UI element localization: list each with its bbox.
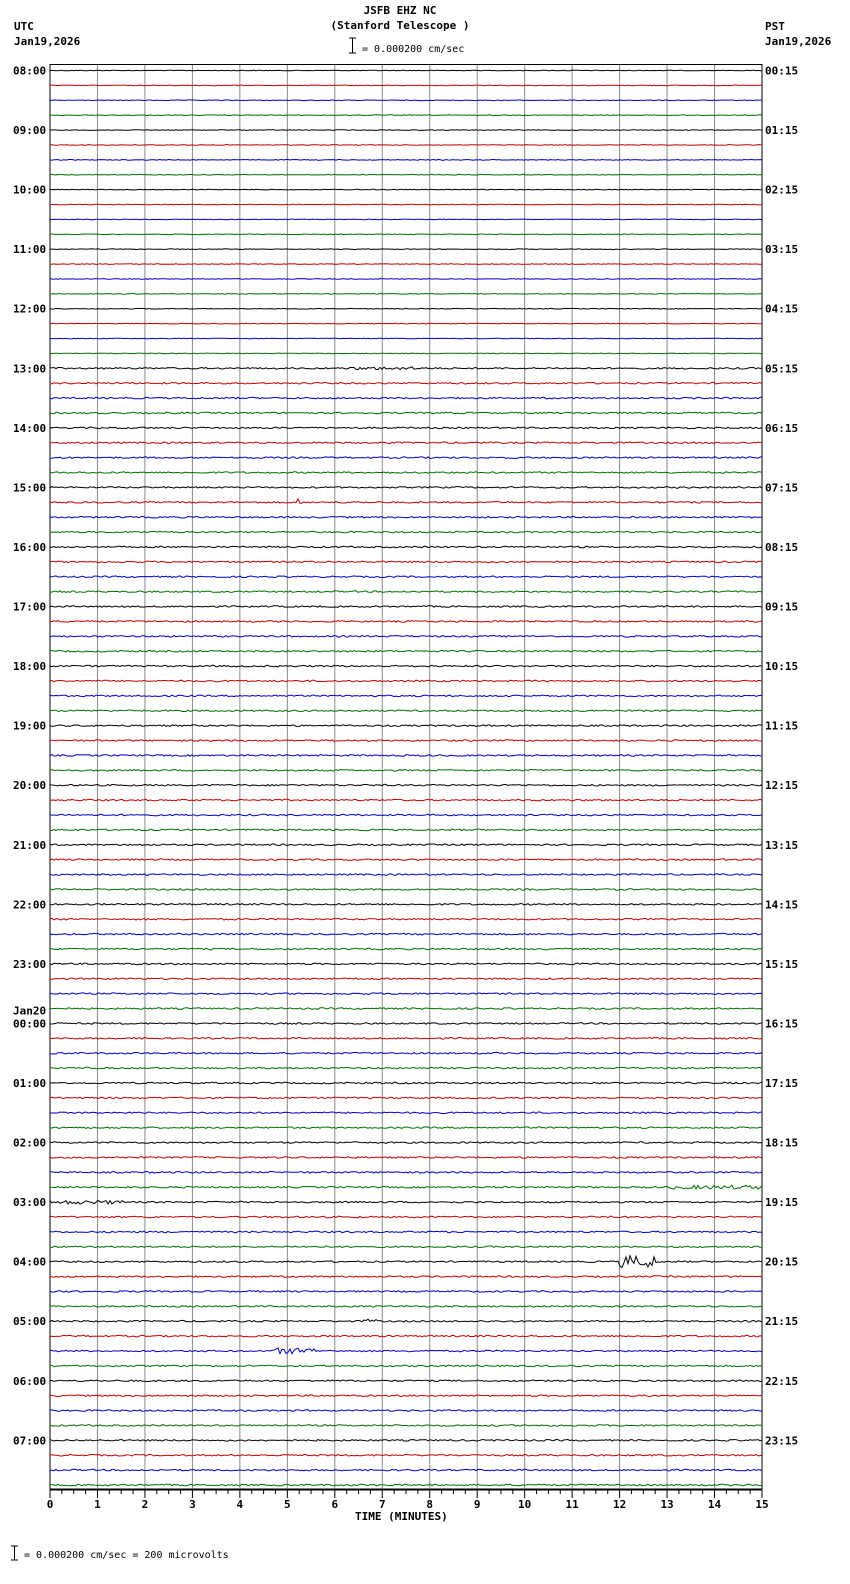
utc-hour-label: 11:00 <box>13 243 47 257</box>
x-tick-label: 1 <box>94 1498 101 1511</box>
pst-hour-label: 20:15 <box>765 1255 799 1269</box>
seismic-trace <box>50 904 762 906</box>
seismic-trace <box>50 1200 762 1204</box>
seismic-trace <box>50 591 762 593</box>
utc-date: Jan19,2026 <box>14 35 81 48</box>
seismic-trace <box>50 367 762 370</box>
utc-hour-label: 07:00 <box>13 1434 47 1448</box>
seismic-trace <box>50 725 762 727</box>
pst-hour-label: 05:15 <box>765 362 799 376</box>
pst-hour-label: 21:15 <box>765 1315 799 1329</box>
pst-hour-label: 00:15 <box>765 64 799 78</box>
pst-hour-label: 23:15 <box>765 1434 799 1448</box>
seismic-trace <box>50 427 762 429</box>
seismic-trace <box>50 650 762 652</box>
seismic-trace <box>50 338 762 339</box>
x-tick-label: 14 <box>707 1498 722 1511</box>
utc-hour-label: 04:00 <box>13 1255 47 1269</box>
seismic-trace <box>50 130 762 131</box>
seismic-trace <box>50 1172 762 1174</box>
utc-hour-label: 08:00 <box>13 64 47 78</box>
utc-hour-label: 13:00 <box>13 362 47 376</box>
seismic-trace <box>50 740 762 742</box>
seismic-trace <box>50 963 762 965</box>
pst-hour-label: 19:15 <box>765 1196 799 1210</box>
seismic-trace <box>50 1246 762 1248</box>
seismic-trace <box>50 636 762 638</box>
seismic-trace <box>50 1291 762 1293</box>
seismic-trace <box>50 353 762 354</box>
seismic-trace <box>50 993 762 995</box>
seismic-trace <box>50 576 762 578</box>
seismic-trace <box>50 323 762 324</box>
seismic-trace <box>50 1097 762 1099</box>
seismic-trace <box>50 85 762 86</box>
footer-scale-note: = 0.000200 cm/sec = 200 microvolts <box>24 1550 229 1561</box>
seismic-trace <box>50 1082 762 1084</box>
seismic-trace <box>50 829 762 831</box>
seismic-trace <box>50 308 762 309</box>
seismic-trace <box>50 695 762 697</box>
seismic-trace <box>50 1440 762 1442</box>
seismic-trace <box>50 1256 762 1268</box>
seismic-trace <box>50 1216 762 1218</box>
seismic-trace <box>50 1395 762 1397</box>
pst-hour-label: 12:15 <box>765 779 799 793</box>
seismic-trace <box>50 1335 762 1337</box>
utc-hour-label: 05:00 <box>13 1315 47 1329</box>
utc-hour-label: 14:00 <box>13 421 47 435</box>
seismic-trace <box>50 457 762 459</box>
seismic-trace <box>50 174 762 175</box>
seismic-trace <box>50 412 762 414</box>
seismic-trace <box>50 145 762 146</box>
seismic-trace <box>50 115 762 116</box>
utc-hour-label: 01:00 <box>13 1076 47 1090</box>
seismic-trace <box>50 279 762 280</box>
seismic-trace <box>50 234 762 235</box>
seismic-trace <box>50 1127 762 1129</box>
seismic-trace <box>50 100 762 101</box>
seismic-trace <box>50 1185 762 1189</box>
seismic-trace <box>50 204 762 205</box>
telescope-subtitle: (Stanford Telescope ) <box>330 19 470 32</box>
pst-hour-label: 10:15 <box>765 660 799 674</box>
scale-bar-icon <box>349 38 356 53</box>
utc-hour-label: 22:00 <box>13 898 47 912</box>
seismic-trace <box>50 799 762 801</box>
seismic-trace <box>50 755 762 757</box>
seismic-trace <box>50 1112 762 1114</box>
pst-hour-label: 16:15 <box>765 1017 799 1031</box>
seismic-trace <box>50 382 762 384</box>
seismic-trace <box>50 1052 762 1054</box>
seismic-trace <box>50 1469 762 1471</box>
seismic-trace <box>50 859 762 861</box>
seismic-trace <box>50 294 762 295</box>
utc-hour-label: 09:00 <box>13 124 47 138</box>
seismic-trace <box>50 546 762 548</box>
seismic-trace <box>50 516 762 518</box>
seismic-trace <box>50 499 762 503</box>
utc-hour-label: 03:00 <box>13 1196 47 1210</box>
pst-hour-label: 14:15 <box>765 898 799 912</box>
pst-label: PST <box>765 20 785 33</box>
pst-hour-label: 06:15 <box>765 421 799 435</box>
pst-hour-label: 22:15 <box>765 1374 799 1388</box>
pst-hour-label: 01:15 <box>765 124 799 138</box>
pst-hour-label: 11:15 <box>765 719 799 733</box>
seismic-trace <box>50 1142 762 1144</box>
utc-hour-label: 21:00 <box>13 838 47 852</box>
seismic-trace <box>50 160 762 161</box>
seismic-trace <box>50 770 762 772</box>
seismic-trace <box>50 621 762 623</box>
pst-hour-label: 17:15 <box>765 1076 799 1090</box>
seismic-trace <box>50 933 762 935</box>
utc-hour-label: 15:00 <box>13 481 47 495</box>
seismic-trace <box>50 70 762 71</box>
seismic-trace <box>50 219 762 220</box>
x-tick-label: 11 <box>565 1498 579 1511</box>
x-tick-label: 10 <box>518 1498 532 1511</box>
utc-hour-label: 20:00 <box>13 779 47 793</box>
utc-hour-label: 17:00 <box>13 600 47 614</box>
seismic-trace <box>50 1380 762 1382</box>
seismic-trace <box>50 472 762 474</box>
seismic-trace <box>50 531 762 533</box>
utc-hour-label: 18:00 <box>13 660 47 674</box>
pst-hour-label: 13:15 <box>765 838 799 852</box>
utc-hour-label: 00:00 <box>13 1017 47 1031</box>
x-tick-label: 2 <box>141 1498 149 1511</box>
pst-hour-label: 18:15 <box>765 1136 799 1150</box>
utc-hour-label: 10:00 <box>13 183 47 197</box>
pst-hour-label: 04:15 <box>765 302 799 316</box>
seismic-trace <box>50 1276 762 1278</box>
seismic-trace <box>50 606 762 608</box>
seismic-trace <box>50 1038 762 1040</box>
seismic-trace <box>50 1454 762 1456</box>
pst-hour-label: 07:15 <box>765 481 799 495</box>
x-tick-label: 3 <box>189 1498 196 1511</box>
utc-hour-label: 06:00 <box>13 1374 47 1388</box>
x-tick-label: 7 <box>378 1498 386 1511</box>
pst-date: Jan19,2026 <box>765 35 832 48</box>
footer-scale-bar-icon <box>11 1546 18 1560</box>
seismic-trace <box>50 874 762 876</box>
utc-hour-label: 12:00 <box>13 302 47 316</box>
seismic-trace <box>50 1008 762 1010</box>
x-tick-label: 15 <box>755 1498 769 1511</box>
seismic-trace <box>50 249 762 250</box>
x-tick-label: 0 <box>46 1498 54 1511</box>
seismic-trace <box>50 889 762 891</box>
pst-hour-label: 02:15 <box>765 183 799 197</box>
xaxis-title: TIME (MINUTES) <box>355 1510 448 1523</box>
seismic-trace <box>50 1484 762 1486</box>
seismic-trace <box>50 1319 762 1322</box>
seismic-trace <box>50 1348 762 1354</box>
seismic-trace <box>50 1425 762 1427</box>
x-tick-label: 12 <box>612 1498 627 1511</box>
x-tick-label: 8 <box>426 1498 434 1511</box>
pst-hour-label: 08:15 <box>765 540 799 554</box>
scale-label: = 0.000200 cm/sec <box>362 44 465 55</box>
seismic-trace <box>50 1410 762 1412</box>
x-tick-label: 5 <box>284 1498 291 1511</box>
seismic-trace <box>50 397 762 399</box>
seismic-trace <box>50 844 762 846</box>
seismic-trace <box>50 561 762 563</box>
seismic-trace <box>50 442 762 444</box>
x-tick-label: 6 <box>331 1498 339 1511</box>
pst-hour-label: 03:15 <box>765 243 799 257</box>
utc-hour-label: 19:00 <box>13 719 47 733</box>
seismic-trace <box>50 1067 762 1069</box>
utc-hour-label: 16:00 <box>13 540 47 554</box>
date-change-label: Jan20 <box>13 1004 47 1018</box>
seismic-trace <box>50 1306 762 1308</box>
seismic-trace <box>50 189 762 190</box>
seismic-trace <box>50 1231 762 1233</box>
seismic-trace <box>50 1157 762 1159</box>
pst-hour-label: 15:15 <box>765 957 799 971</box>
seismic-trace <box>50 1365 762 1367</box>
x-tick-label: 4 <box>236 1498 244 1511</box>
seismic-trace <box>50 784 762 786</box>
x-tick-label: 9 <box>473 1498 481 1511</box>
utc-hour-label: 02:00 <box>13 1136 47 1150</box>
seismic-trace <box>50 948 762 950</box>
seismic-trace <box>50 665 762 667</box>
utc-hour-label: 23:00 <box>13 957 47 971</box>
station-title: JSFB EHZ NC <box>363 4 437 17</box>
pst-hour-label: 09:15 <box>765 600 799 614</box>
seismic-trace <box>50 918 762 920</box>
seismic-trace <box>50 680 762 682</box>
seismic-trace <box>50 264 762 265</box>
seismic-trace <box>50 487 762 489</box>
seismic-trace <box>50 1023 762 1025</box>
utc-label: UTC <box>14 20 34 33</box>
seismic-trace <box>50 710 762 712</box>
seismic-trace <box>50 814 762 816</box>
x-tick-label: 13 <box>660 1498 674 1511</box>
seismic-trace <box>50 978 762 980</box>
